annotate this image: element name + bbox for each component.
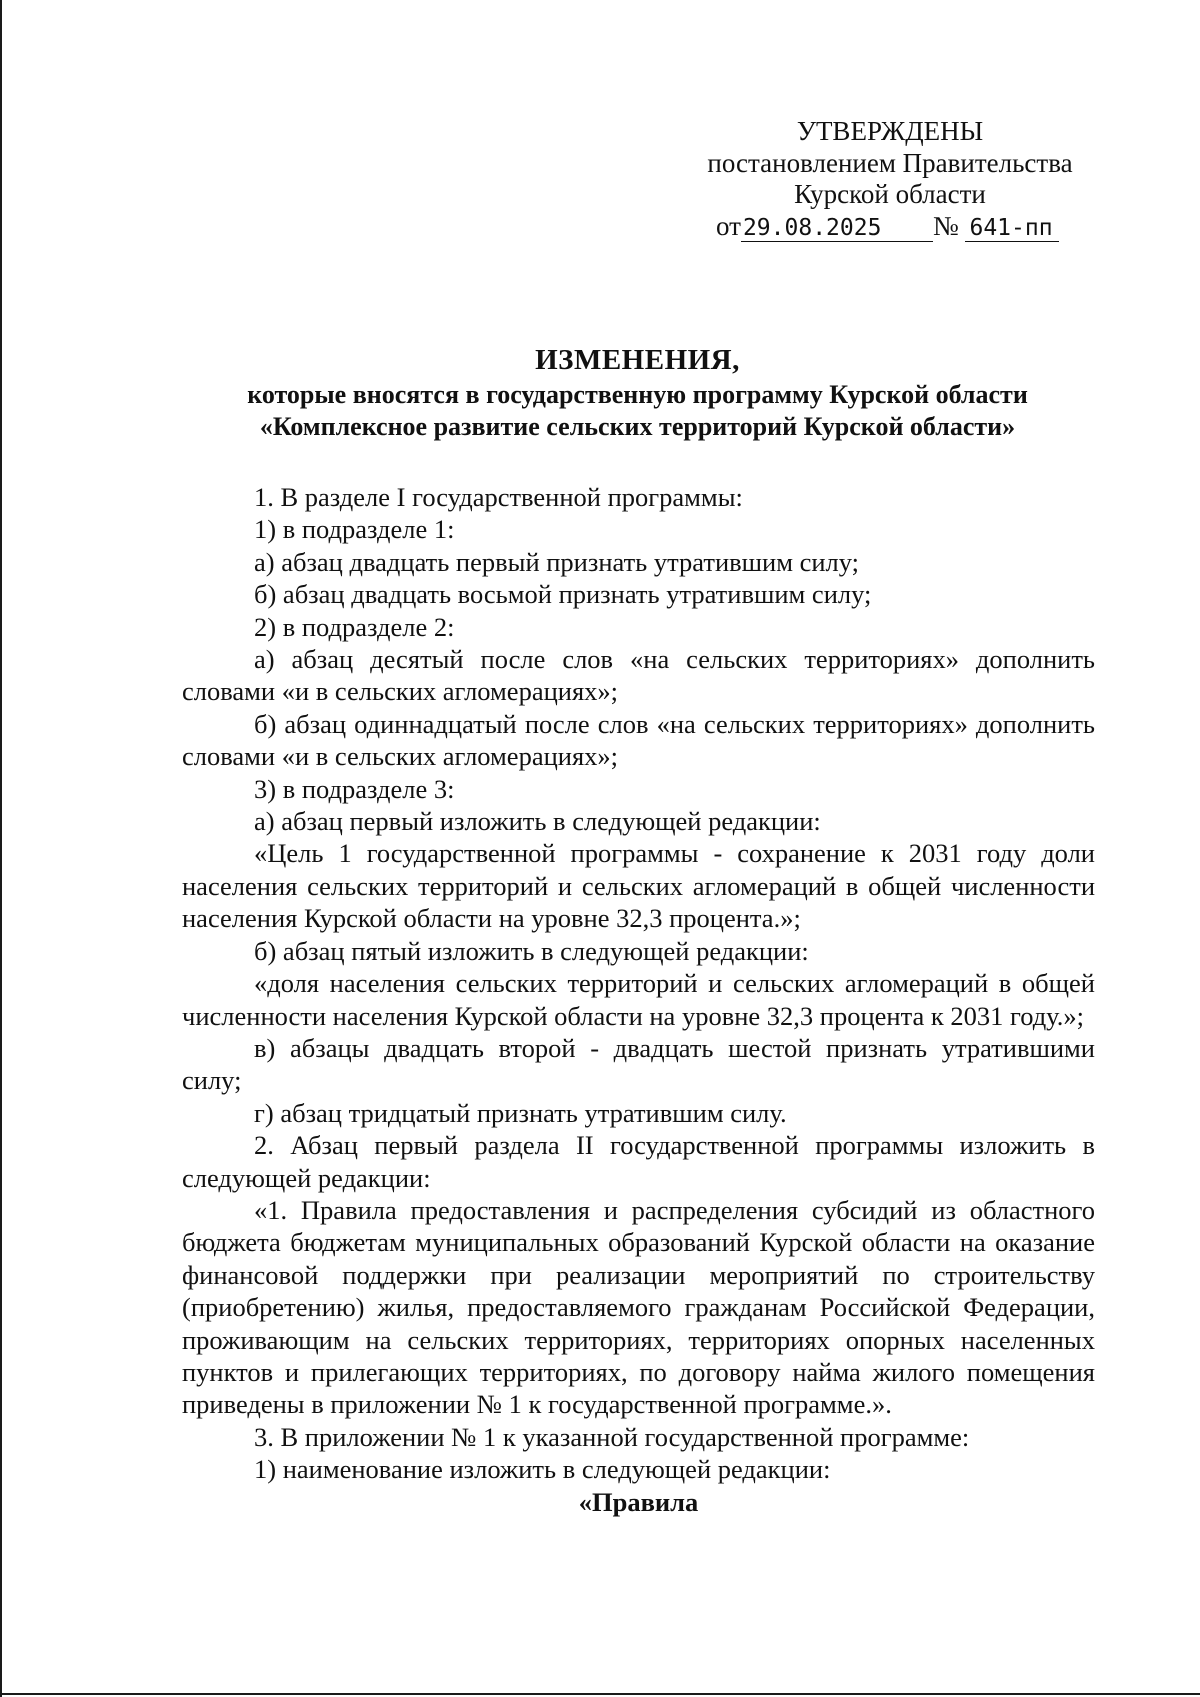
body-paragraph: а) абзац первый изложить в следующей редакции: — [254, 806, 821, 837]
document-title: ИЗМЕНЕНИЯ, — [535, 344, 740, 376]
date-prefix: от — [716, 210, 741, 241]
number-prefix: № — [932, 210, 959, 241]
approval-line-region: Курской области — [794, 179, 986, 209]
body-paragraph: в) абзацы двадцать второй - двадцать шестой признать утратившими силу; — [182, 1032, 1095, 1096]
rules-heading: «Правила — [578, 1486, 699, 1517]
body-paragraph: 3) в подразделе 3: — [254, 773, 455, 804]
body-paragraph: «1. Правила предоставления и распределения субсидий из областного бюджета бюджетам муниципальных образований Курской области на оказание финансовой поддержки при реализации мероприятий по строительству (приобретению) жилья, предоставляемого гражданам Российской Федерации, проживающим на сельских территориях, территориях опорных населенных пунктов и прилегающих территориях, по договору найма жилого помещения приведены в приложении № 1 к государственной программе.». — [182, 1194, 1095, 1420]
body-paragraph: б) абзац двадцать восьмой признать утратившим силу; — [254, 579, 872, 610]
body-paragraph: 3. В приложении № 1 к указанной государственной программе: — [254, 1421, 970, 1452]
approval-stamp — [690, 116, 1090, 242]
body-paragraph: 1) наименование изложить в следующей редакции: — [254, 1454, 831, 1485]
scan-edge-left — [0, 0, 2, 1697]
body-paragraph: 1. В разделе I государственной программы: — [254, 482, 743, 512]
body-paragraph: а) абзац десятый после слов «на сельских территориях» дополнить словами «и в сельских агломерациях»; — [182, 644, 1095, 707]
document-title-block — [180, 342, 1095, 443]
body-paragraph: б) абзац пятый изложить в следующей редакции: — [254, 935, 809, 966]
body-paragraph: «Цель 1 государственной программы - сохранение к 2031 году доли населения сельских территорий и сельских агломераций в общей численности населения Курской области на уровне 32,3 процента.»; — [182, 838, 1095, 934]
approval-line-approved: УТВЕРЖДЕНЫ — [796, 116, 984, 146]
approval-date-line — [690, 211, 1090, 243]
body-paragraph: 2) в подразделе 2: — [254, 611, 455, 642]
scan-edge-bottom — [0, 1693, 1200, 1695]
body-paragraph: б) абзац одиннадцатый после слов «на сельских территориях» дополнить словами «и в сельских агломерациях»; — [182, 708, 1095, 772]
document-subtitle: которые вносятся в государственную программу Курской области — [247, 380, 1028, 409]
approval-date: 29.08.2025 — [741, 215, 933, 242]
body-paragraph: а) абзац двадцать первый признать утратившим силу; — [254, 546, 860, 577]
program-name: «Комплексное развитие сельских территорий Курской области» — [259, 412, 1016, 441]
approval-number: 641-пп — [965, 215, 1059, 242]
body-paragraph: г) абзац тридцатый признать утратившим силу. — [254, 1097, 787, 1128]
approval-line-resolution: постановлением Правительства — [707, 147, 1073, 178]
body-paragraph: 2. Абзац первый раздела II государственной программы изложить в следующей редакции: — [182, 1130, 1095, 1193]
body-paragraph: «доля населения сельских территорий и сельских агломераций в общей численности населения Курской области на уровне 32,3 процента к 2031 году.»; — [182, 968, 1095, 1031]
body-paragraph: 1) в подразделе 1: — [254, 514, 455, 545]
document-body — [182, 481, 1095, 1518]
